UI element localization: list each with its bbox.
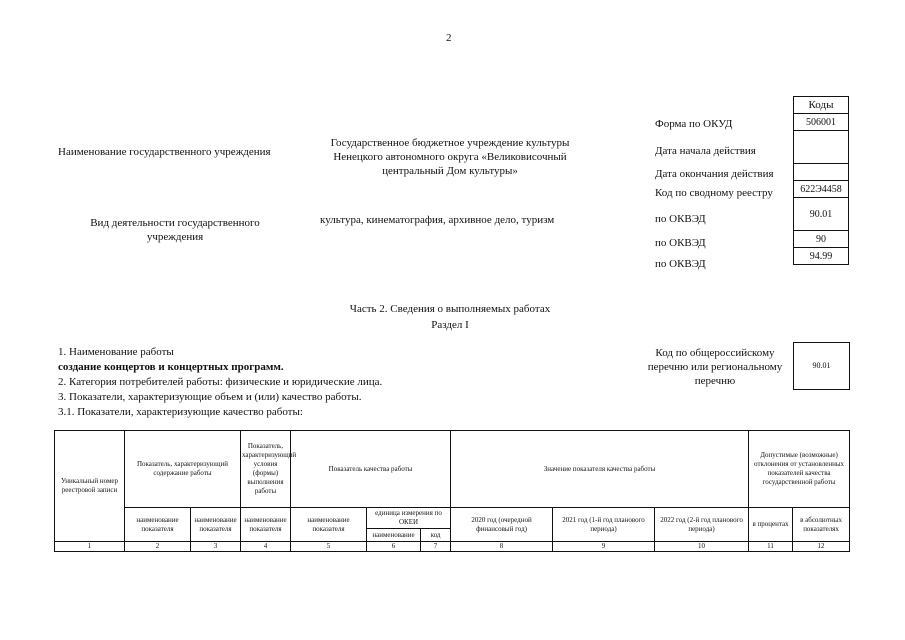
activity-label: Вид деятельности государственного учреждения xyxy=(90,217,260,243)
subheader-2021: 2021 год (1-й год планового периода) xyxy=(553,508,655,542)
column-number: 8 xyxy=(451,542,553,552)
activity-value: культура, кинематография, архивное дело, туризм xyxy=(320,214,555,226)
column-number: 2 xyxy=(125,542,191,552)
code-list-label: Код по общероссийскому перечню или региональному перечню xyxy=(647,347,783,387)
header-quality: Показатель качества работы xyxy=(291,431,451,508)
codes-header: Коды xyxy=(794,97,849,114)
label-start-date: Дата начала действия xyxy=(655,145,756,157)
subheader-unit: единица измерения по ОКЕИ xyxy=(367,508,451,529)
part-title: Часть 2. Сведения о выполняемых работах xyxy=(349,303,551,315)
column-number: 6 xyxy=(367,542,421,552)
label-okved-3: по ОКВЭД xyxy=(655,258,706,270)
code-start-date xyxy=(794,131,849,164)
subheader-unit-name: наименование xyxy=(367,529,421,542)
label-okved-2: по ОКВЭД xyxy=(655,237,706,249)
header-deviation: Допустимые (возможные) отклонения от установленных показателей качества государственной работы xyxy=(749,431,850,508)
code-okved-3: 94.99 xyxy=(794,248,849,265)
section-title: Раздел I xyxy=(431,319,469,331)
column-number: 4 xyxy=(241,542,291,552)
quality-table xyxy=(54,430,850,552)
institution-value: Государственное бюджетное учреждение культуры Ненецкого автономного округа «Великовисочный центральный Дом культуры» xyxy=(330,137,570,177)
item-3: 3. Показатели, характеризующие объем и (или) качество работы. xyxy=(58,391,362,403)
column-number: 1 xyxy=(55,542,125,552)
code-okved-2: 90 xyxy=(794,231,849,248)
subheader-percent: в процентах xyxy=(749,508,793,542)
subheader-name-3: наименование показателя xyxy=(241,508,291,542)
item-3-1: 3.1. Показатели, характеризующие качество работы: xyxy=(58,406,303,418)
column-number: 12 xyxy=(793,542,850,552)
header-content: Показатель, характеризующий содержание работы xyxy=(125,431,241,508)
label-end-date: Дата окончания действия xyxy=(655,168,774,180)
code-end-date xyxy=(794,164,849,181)
label-okud: Форма по ОКУД xyxy=(655,118,733,130)
work-name: создание концертов и концертных программ. xyxy=(58,361,284,373)
code-okud: 506001 xyxy=(794,114,849,131)
subheader-name-2: наименование показателя xyxy=(191,508,241,542)
code-okved-1: 90.01 xyxy=(794,198,849,231)
header-values: Значение показателя качества работы xyxy=(451,431,749,508)
subheader-name-1: наименование показателя xyxy=(125,508,191,542)
column-number: 3 xyxy=(191,542,241,552)
subheader-2022: 2022 год (2-й год планового периода) xyxy=(655,508,749,542)
column-number: 11 xyxy=(749,542,793,552)
column-number: 7 xyxy=(421,542,451,552)
subheader-unit-code: код xyxy=(421,529,451,542)
header-conditions: Показатель, характеризующий условия (формы) выполнения работы xyxy=(241,431,291,508)
subheader-name-4: наименование показателя xyxy=(291,508,367,542)
label-registry: Код по сводному реестру xyxy=(655,187,773,199)
institution-label: Наименование государственного учреждения xyxy=(58,146,271,158)
item-2: 2. Категория потребителей работы: физические и юридические лица. xyxy=(58,376,383,388)
subheader-2020: 2020 год (очередной финансовый год) xyxy=(451,508,553,542)
column-number: 10 xyxy=(655,542,749,552)
header-unique-number: Уникальный номер реестровой записи xyxy=(55,431,125,542)
column-number: 9 xyxy=(553,542,655,552)
label-okved-1: по ОКВЭД xyxy=(655,213,706,225)
item-1: 1. Наименование работы xyxy=(58,346,174,358)
code-registry: 622Э4458 xyxy=(794,181,849,198)
subheader-absolute: в абсолютных показателях xyxy=(793,508,850,542)
codes-table xyxy=(793,96,849,265)
column-number: 5 xyxy=(291,542,367,552)
code-list-value: 90.01 xyxy=(793,342,850,390)
page-number: 2 xyxy=(446,32,452,44)
